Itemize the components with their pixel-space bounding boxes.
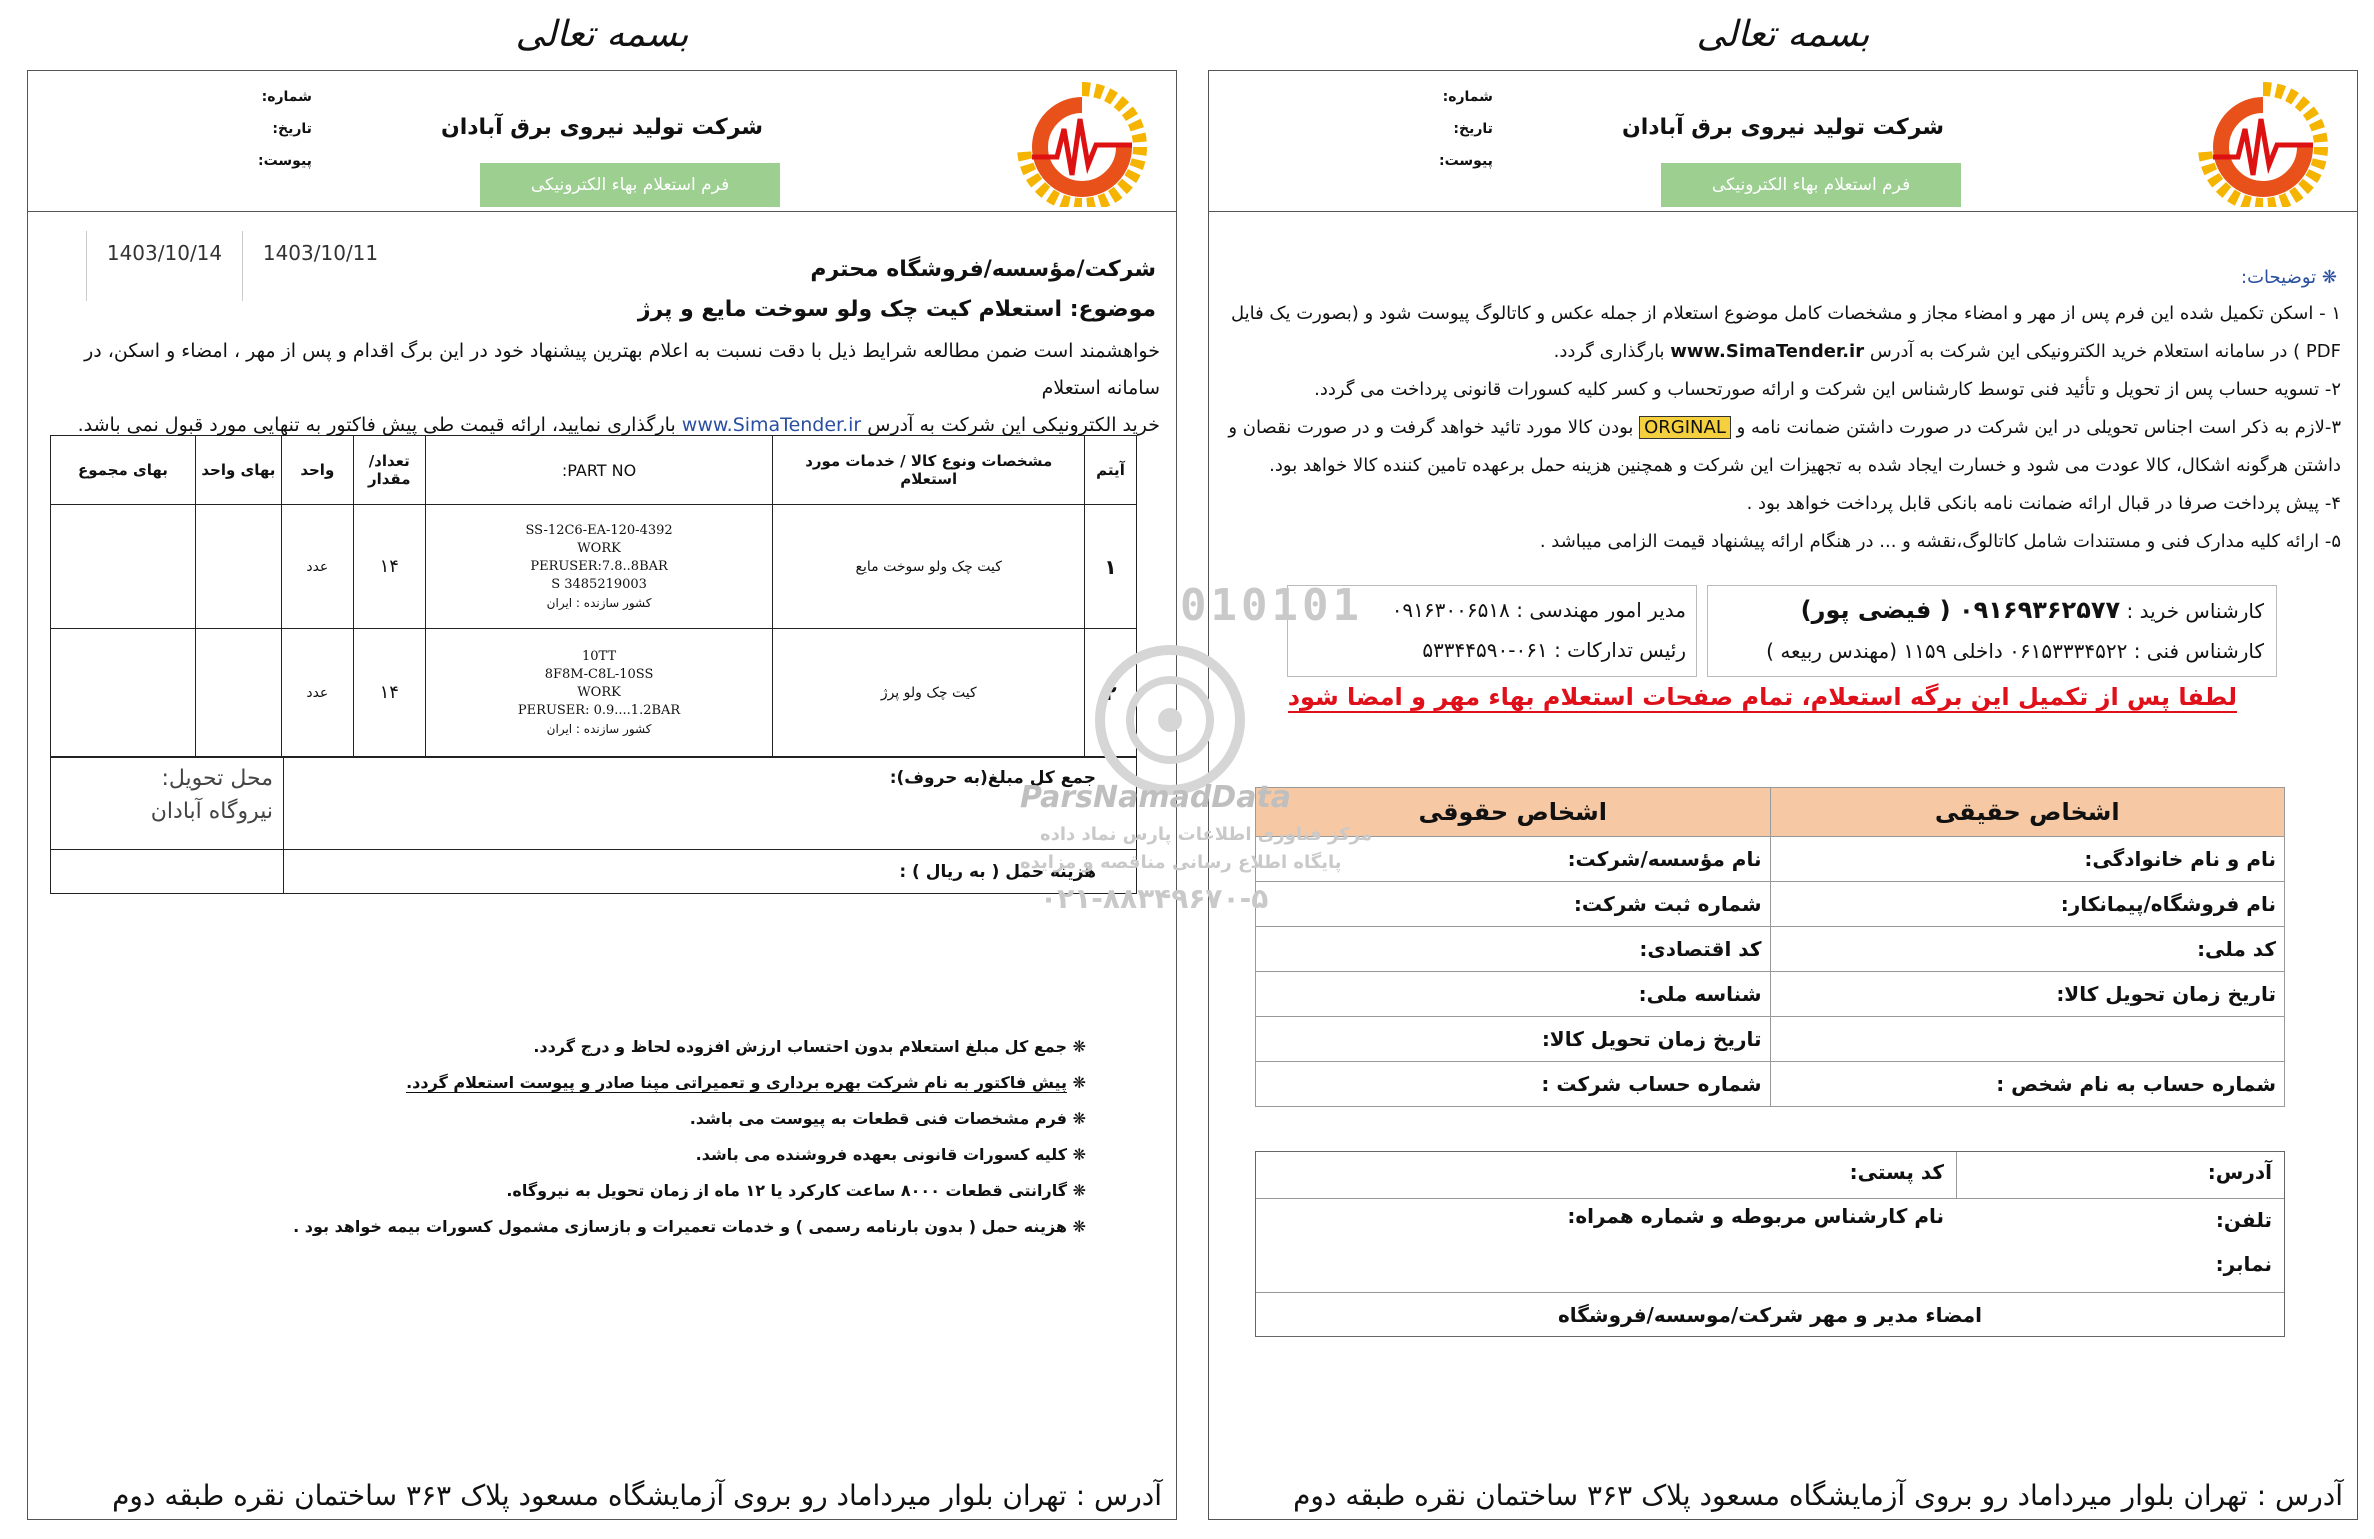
- note-text: فرم مشخصات فنی قطعات به پیوست می باشد.: [689, 1109, 1068, 1128]
- real-name-field[interactable]: نام و نام خانوادگی:: [1770, 837, 2285, 882]
- explanations-title-text: توضیحات:: [2241, 267, 2317, 288]
- intro-paragraph: [34, 333, 1160, 444]
- table-row: [1256, 1017, 2285, 1062]
- shipping-cell[interactable]: [284, 850, 1137, 894]
- page-header: [1209, 71, 2357, 212]
- legal-account-field[interactable]: شماره حساب شرکت :: [1256, 1062, 1771, 1107]
- tech-phone: ۰۶۱۵۳۳۳۴۵۲۲ داخلی ۱۱۵۹ (مهندس ربیعه ): [1766, 639, 2128, 663]
- expl-3a-text: ۳-لازم به ذکر است اجناس تحویلی در این شرکت در صورت داشتن ضمانت نامه و: [1730, 417, 2341, 438]
- delivery-cell: [51, 758, 284, 850]
- form-title-badge: فرم استعلام بهاء الکترونیکی: [480, 163, 780, 207]
- address-box: [1255, 1151, 2285, 1337]
- simatender-link[interactable]: www.SimaTender.ir: [1670, 341, 1865, 362]
- buyer-label: کارشناس خرید :: [2126, 599, 2264, 623]
- table-row: [1256, 1062, 2285, 1107]
- supply-head-phone: ۰۶۱-۵۳۳۴۴۵۹۰: [1422, 638, 1548, 662]
- company-logo-icon: [1012, 79, 1152, 207]
- row-unit-price-input[interactable]: [195, 629, 281, 757]
- note-item: ❋ گارانتی قطعات ۸۰۰۰ ساعت کارکرد یا ۱۲ ماه از زمان تحویل به نیروگاه.: [506, 1181, 1086, 1200]
- part-line: WORK: [577, 540, 621, 556]
- eng-manager-label: مدیر امور مهندسی :: [1516, 598, 1686, 622]
- table-header-row: [51, 436, 1137, 505]
- tech-contact: [1720, 631, 2264, 671]
- col-quantity: تعداد/ مقدار: [353, 436, 425, 505]
- original-highlight: ORGINAL: [1639, 416, 1731, 439]
- intro-text-b: بارگذاری نمایید، ارائه قیمت طی پیش فاکتور به تنهایی مورد قبول نمی باشد.: [77, 414, 682, 436]
- intro-text-a: خرید الکترونیکی این شرکت به آدرس: [861, 414, 1160, 436]
- expl-1b: [1215, 333, 2341, 371]
- expl-1b-text: PDF ) در سامانه استعلام خرید الکترونیکی این شرکت به آدرس: [1864, 341, 2341, 362]
- subject-line: موضوع: استعلام کیت چک ولو سوخت مایع و پرژ: [637, 297, 1156, 322]
- col-unit-price: بهای واحد: [195, 436, 281, 505]
- experts-contacts: [1707, 585, 2277, 677]
- expl-2: ۲- تسویه حساب پس از تحویل و تأئید فنی توسط کارشناس این شرکت و ارائه صورتحساب و کسر کلیه کسورات قانونی پرداخت می گردد.: [1314, 379, 2341, 400]
- summary-table: [50, 757, 1137, 894]
- shipping-label: هزینه حمل ( به ریال ) :: [899, 861, 1096, 882]
- real-empty-field[interactable]: [1770, 1017, 2285, 1062]
- contacts-box: [1287, 585, 2277, 677]
- row-unit-price-input[interactable]: [195, 505, 281, 629]
- explanations: [1215, 295, 2341, 561]
- row-quantity: ۱۴: [353, 505, 425, 629]
- company-logo-icon: [2193, 79, 2333, 207]
- meta-number: شماره:: [261, 89, 312, 105]
- meta-attach: پیوست:: [258, 153, 312, 169]
- expl-3b-text: بودن کالا مورد تائید خواهد گرفت و در صورت نقصان و: [1228, 417, 1640, 438]
- part-line: 3485219003 S: [551, 576, 647, 592]
- table-row: [51, 505, 1137, 629]
- real-account-field[interactable]: شماره حساب به نام شخص :: [1770, 1062, 2285, 1107]
- sum-words-cell[interactable]: [284, 758, 1137, 850]
- note-item: ❋ پیش فاکتور به نام شرکت بهره برداری و تعمیراتی مپنا صادر و پیوست استعلام گردد.: [406, 1073, 1086, 1092]
- col-description: مشخصات ونوع کالا / خدمات مورد استعلام: [773, 436, 1085, 505]
- meta-date: تاریخ:: [272, 121, 312, 137]
- row-description: کیت چک ولو سوخت مایع: [773, 505, 1085, 629]
- legal-company-field[interactable]: نام مؤسسه/شرکت:: [1256, 837, 1771, 882]
- row-item: ۱: [1085, 505, 1137, 629]
- meta-attach: پیوست:: [1439, 153, 1493, 169]
- watermark-phone: ۰۲۱-۸۸۳۴۹۶۷۰-۵: [1040, 882, 1269, 915]
- note-text: جمع کل مبلغ استعلام بدون احتساب ارزش افزوده لحاظ و درج گردد.: [533, 1037, 1068, 1056]
- footer-address: آدرس : تهران بلوار میرداماد رو بروی آزمایشگاه مسعود پلاک ۳۶۳ ساختمان نقره طبقه دوم: [112, 1479, 1162, 1512]
- col-unit: واحد: [281, 436, 353, 505]
- buyer-phone: ۰۹۱۶۹۳۶۲۵۷۷ ( فیضی پور): [1800, 596, 2121, 624]
- address-label: آدرس:: [2207, 1160, 2272, 1184]
- persons-header-row: [1256, 788, 2285, 837]
- eng-manager-phone: ۰۹۱۶۳۰۰۶۵۱۸: [1391, 598, 1510, 622]
- watermark-brand: ParsNamadData: [1020, 780, 1292, 815]
- company-name: شرکت تولید نیروی برق آبادان: [440, 115, 764, 140]
- expl-3a: [1215, 409, 2341, 447]
- origin-country: کشور سازنده : ایران: [546, 721, 652, 736]
- signature-label: امضاء مدیر و مهر شرکت/موسسه/فروشگاه: [1557, 1303, 1983, 1327]
- part-line: SS-12C6-EA-120-4392: [525, 522, 673, 538]
- row-total-input[interactable]: [51, 505, 196, 629]
- watermark-digits: 010101: [1180, 580, 1363, 631]
- inquiry-page-terms: [1208, 70, 2358, 1520]
- expl-1c-text: بارگذاری گردد.: [1553, 341, 1671, 362]
- row-item: ۲: [1085, 629, 1137, 757]
- part-line: 10TT: [582, 648, 617, 664]
- signature-row[interactable]: [1256, 1292, 2284, 1337]
- part-line: PERUSER: 0.9....1.2BAR: [517, 702, 681, 718]
- table-row: [1256, 972, 2285, 1017]
- col-item: آیتم: [1085, 436, 1137, 505]
- address-row[interactable]: [1256, 1152, 2284, 1199]
- shipping-empty-cell: [51, 850, 284, 894]
- bismillah-right: بسمه تعالی: [1696, 14, 1870, 55]
- company-name: شرکت تولید نیروی برق آبادان: [1621, 115, 1945, 140]
- items-table: [50, 435, 1137, 757]
- row-total-input[interactable]: [51, 629, 196, 757]
- explanations-title: ❋ توضیحات:: [2241, 267, 2337, 288]
- part-line: WORK: [577, 684, 621, 700]
- expert-label: نام کارشناس مربوطه و شماره همراه:: [1567, 1204, 1944, 1228]
- meta-date: تاریخ:: [1453, 121, 1493, 137]
- row-part-no: [425, 505, 773, 629]
- col-total: بهای مجموع: [51, 436, 196, 505]
- delivery-label: محل تحویل:: [161, 766, 273, 791]
- part-line: 8F8M-C8L-10SS: [544, 666, 654, 682]
- expl-5: ۵- ارائه کلیه مدارک فنی و مستندات شامل کاتالوگ،نقشه و ... در هنگام ارائه پیشنهاد قیمت الزامی میباشد .: [1539, 531, 2341, 552]
- note-item: ❋ کلیه کسورات قانونی بعهده فروشنده می باشد.: [695, 1145, 1086, 1164]
- bismillah-left: بسمه تعالی: [515, 14, 689, 55]
- expl-3c: داشتن هرگونه اشکال، کالا عودت می شود و خسارت ایجاد شده به تجهیزات این شرکت و همچنین هزینه حمل برعهده تامین کننده کالا خواهد بود.: [1269, 455, 2341, 476]
- phone-label: تلفن:: [2215, 1208, 2272, 1232]
- expl-4: ۴- پیش پرداخت صرفا در قبال ارائه ضمانت نامه بانکی قابل پرداخت خواهد بود .: [1746, 493, 2341, 514]
- postal-code-cell[interactable]: [1256, 1152, 1957, 1198]
- eng-manager-contact: [1298, 590, 1686, 630]
- managers-contacts: [1287, 585, 1697, 677]
- legal-national-id-field[interactable]: شناسه ملی:: [1256, 972, 1771, 1017]
- sum-label: جمع کل مبلغ(به حروف):: [889, 768, 1096, 788]
- intro-line-1: خواهشمند است ضمن مطالعه شرایط ذیل با دقت نسبت به اعلام بهترین پیشنهاد خود در این برگ اقدام و پس از مهر ، امضاء و اسکن، در سامانه استعلام: [84, 340, 1160, 399]
- row-unit: عدد: [281, 505, 353, 629]
- row-unit: عدد: [281, 629, 353, 757]
- sign-all-pages-notice: لطفا پس از تکمیل این برگه استعلام، تمام صفحات استعلام بهاء مهر و امضا شود: [1287, 683, 2237, 711]
- shipping-row: [51, 850, 1137, 894]
- note-text: گارانتی قطعات ۸۰۰۰ ساعت کارکرد یا ۱۲ ماه از زمان تحویل به نیروگاه.: [506, 1181, 1068, 1200]
- inquiry-page-items: [27, 70, 1177, 1520]
- fax-label: نمابر:: [2215, 1252, 2272, 1276]
- notes-list: [293, 1029, 1086, 1245]
- note-text: کلیه کسورات قانونی بعهده فروشنده می باشد.: [695, 1145, 1068, 1164]
- persons-table: [1255, 787, 2285, 1107]
- supply-head-contact: [1298, 630, 1686, 670]
- part-line: PERUSER:7.8..8BAR: [530, 558, 668, 574]
- note-item: ❋ فرم مشخصات فنی قطعات به پیوست می باشد.: [689, 1109, 1086, 1128]
- legal-economic-code-field[interactable]: کد اقتصادی:: [1256, 927, 1771, 972]
- legal-persons-header: اشخاص حقوقی: [1256, 788, 1771, 837]
- expl-1a: ۱ - اسکن تکمیل شده این فرم پس از مهر و امضاء مجاز و مشخصات کامل موضوع استعلام از جمله عکس و کاتالوگ پیوست شود و (بصورت یک فایل: [1230, 303, 2341, 324]
- col-part-no: PART NO:: [425, 436, 773, 505]
- note-item: ❋ هزینه حمل ( بدون بارنامه رسمی ) و خدمات تعمیرات و بازسازی مشمول کسورات بیمه خواهد بود .: [293, 1217, 1086, 1236]
- delivery-value: نیروگاه آبادان: [150, 799, 273, 824]
- date-end: 1403/10/14: [86, 231, 242, 301]
- date-boxes: [86, 231, 398, 301]
- real-delivery-date-field[interactable]: تاریخ زمان تحویل کالا:: [1770, 972, 2285, 1017]
- greeting: شرکت/مؤسسه/فروشگاه محترم: [810, 257, 1156, 282]
- watermark-line-1: مرکز فناوری اطلاعات پارس نماد داده: [1040, 824, 1373, 845]
- table-row: [1256, 837, 2285, 882]
- real-shop-field[interactable]: نام فروشگاه/پیمانکار:: [1770, 882, 2285, 927]
- page-header: [28, 71, 1176, 212]
- meta-number: شماره:: [1442, 89, 1493, 105]
- note-text: هزینه حمل ( بدون بارنامه رسمی ) و خدمات تعمیرات و بازسازی مشمول کسورات بیمه خواهد بود .: [293, 1217, 1068, 1236]
- footer-address: آدرس : تهران بلوار میرداماد رو بروی آزمایشگاه مسعود پلاک ۳۶۳ ساختمان نقره طبقه دوم: [1293, 1479, 2343, 1512]
- table-row: [1256, 927, 2285, 972]
- simatender-link[interactable]: www.SimaTender.ir: [681, 414, 862, 436]
- postal-code-label: کد پستی:: [1849, 1160, 1944, 1184]
- origin-country: کشور سازنده : ایران: [546, 595, 652, 610]
- real-persons-header: اشخاص حقیقی: [1770, 788, 2285, 837]
- legal-delivery-date-field[interactable]: تاریخ زمان تحویل کالا:: [1256, 1017, 1771, 1062]
- row-quantity: ۱۴: [353, 629, 425, 757]
- real-national-code-field[interactable]: کد ملی:: [1770, 927, 2285, 972]
- row-part-no: [425, 629, 773, 757]
- form-title-badge: فرم استعلام بهاء الکترونیکی: [1661, 163, 1961, 207]
- table-row: [1256, 882, 2285, 927]
- date-start: 1403/10/11: [242, 231, 398, 301]
- tech-label: کارشناس فنی :: [2133, 639, 2264, 663]
- note-item: ❋ جمع کل مبلغ استعلام بدون احتساب ارزش افزوده لحاظ و درج گردد.: [533, 1037, 1086, 1056]
- note-text: پیش فاکتور به نام شرکت بهره برداری و تعمیراتی مپنا صادر و پیوست استعلام گردد.: [406, 1073, 1068, 1092]
- sum-row: [51, 758, 1137, 850]
- watermark-line-2: پایگاه اطلاع رسانی مناقصه و مزایده: [1020, 852, 1342, 873]
- buyer-contact: [1720, 590, 2264, 631]
- supply-head-label: رئیس تدارکات :: [1554, 638, 1686, 662]
- table-row: [51, 629, 1137, 757]
- row-description: کیت چک ولو پرژ: [773, 629, 1085, 757]
- legal-registration-field[interactable]: شماره ثبت شرکت:: [1256, 882, 1771, 927]
